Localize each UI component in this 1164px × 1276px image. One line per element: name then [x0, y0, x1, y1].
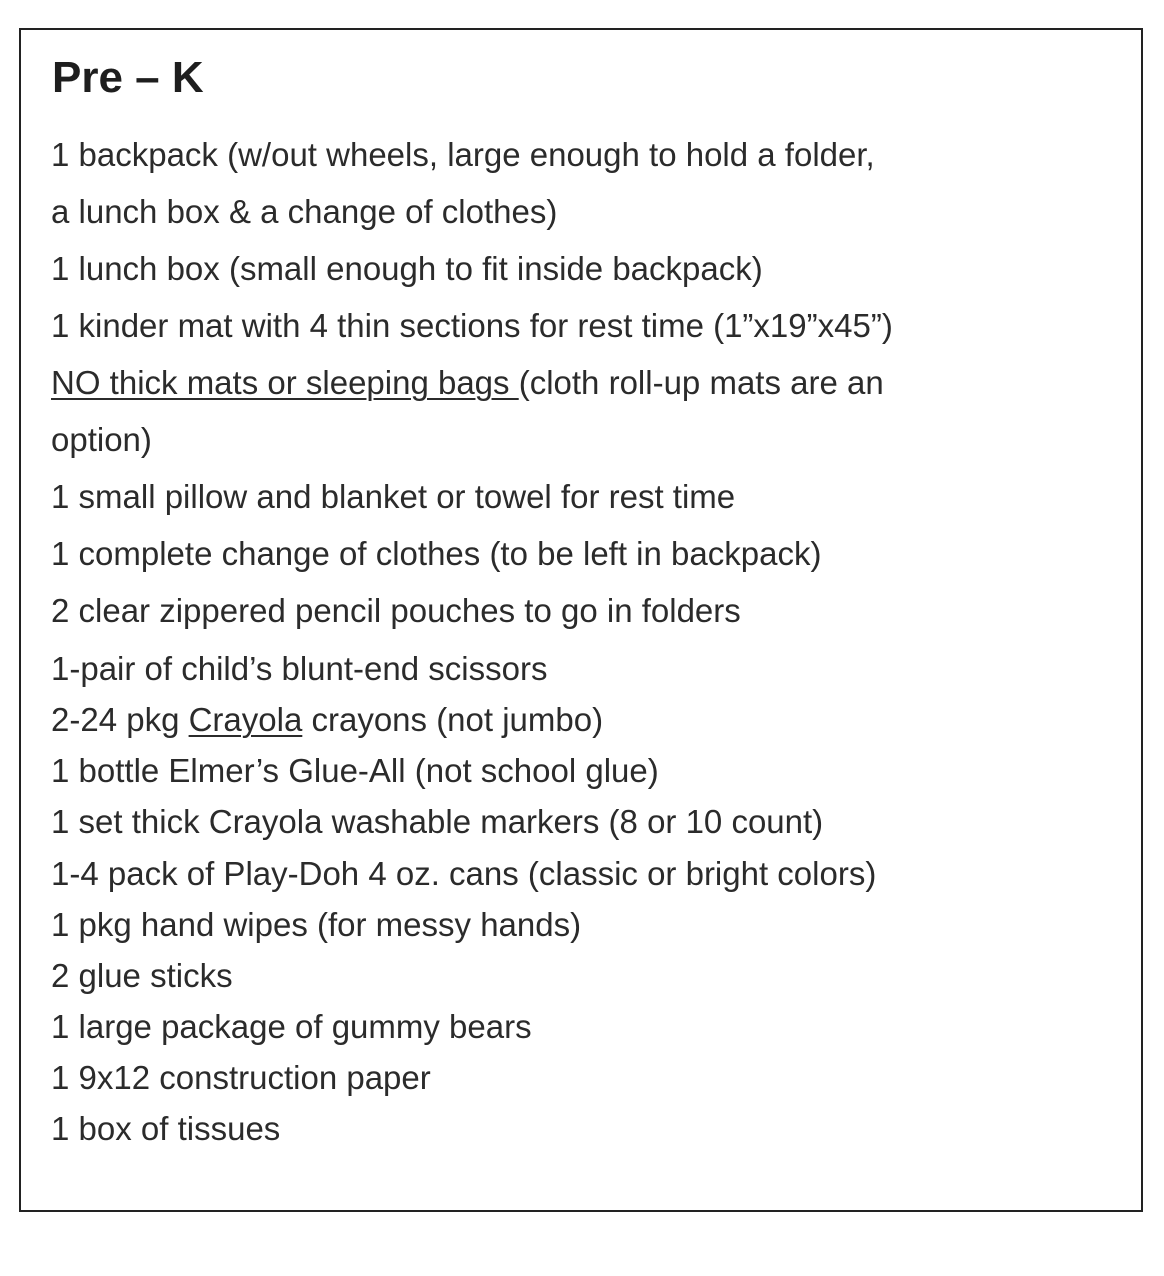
list-item-glue-sticks: 2 glue sticks — [51, 957, 233, 994]
list-item-tissues: 1 box of tissues — [51, 1110, 281, 1147]
supply-list-box — [19, 28, 1143, 1212]
list-item-crayons — [51, 701, 603, 739]
list-item-glue-all: 1 bottle Elmer’s Glue-All (not school glue) — [51, 752, 659, 789]
no-mats-rest-text: (cloth roll-up mats are an — [518, 364, 884, 401]
no-mats-underlined-text: NO thick mats or sleeping bags — [51, 364, 519, 401]
list-item-backpack-line-1: 1 backpack (w/out wheels, large enough to hold a folder, — [51, 136, 875, 173]
list-item-gummy-bears: 1 large package of gummy bears — [51, 1008, 532, 1045]
list-item-clothes: 1 complete change of clothes (to be left in backpack) — [51, 535, 822, 572]
list-item-backpack-line-2: a lunch box & a change of clothes) — [51, 193, 558, 230]
list-item-pencil-pouches: 2 clear zippered pencil pouches to go in folders — [51, 592, 741, 629]
list-item-pillow: 1 small pillow and blanket or towel for rest time — [51, 478, 736, 515]
crayons-suffix-text: crayons (not jumbo) — [302, 701, 604, 738]
list-item-markers: 1 set thick Crayola washable markers (8 or 10 count) — [51, 803, 824, 840]
list-item-no-mats-line-2: option) — [51, 421, 152, 458]
crayons-prefix-text: 2-24 pkg — [51, 701, 189, 738]
page-title: Pre – K — [52, 53, 204, 102]
list-item-scissors: 1-pair of child’s blunt-end scissors — [51, 650, 548, 687]
list-item-play-doh: 1-4 pack of Play-Doh 4 oz. cans (classic or bright colors) — [51, 855, 877, 892]
list-item-no-mats — [51, 364, 884, 402]
list-item-kinder-mat: 1 kinder mat with 4 thin sections for rest time (1”x19”x45”) — [51, 307, 893, 344]
list-item-lunch-box: 1 lunch box (small enough to fit inside backpack) — [51, 250, 763, 287]
list-item-hand-wipes: 1 pkg hand wipes (for messy hands) — [51, 906, 582, 943]
crayons-brand-text: Crayola — [188, 701, 303, 738]
list-item-construction-paper: 1 9x12 construction paper — [51, 1059, 431, 1096]
